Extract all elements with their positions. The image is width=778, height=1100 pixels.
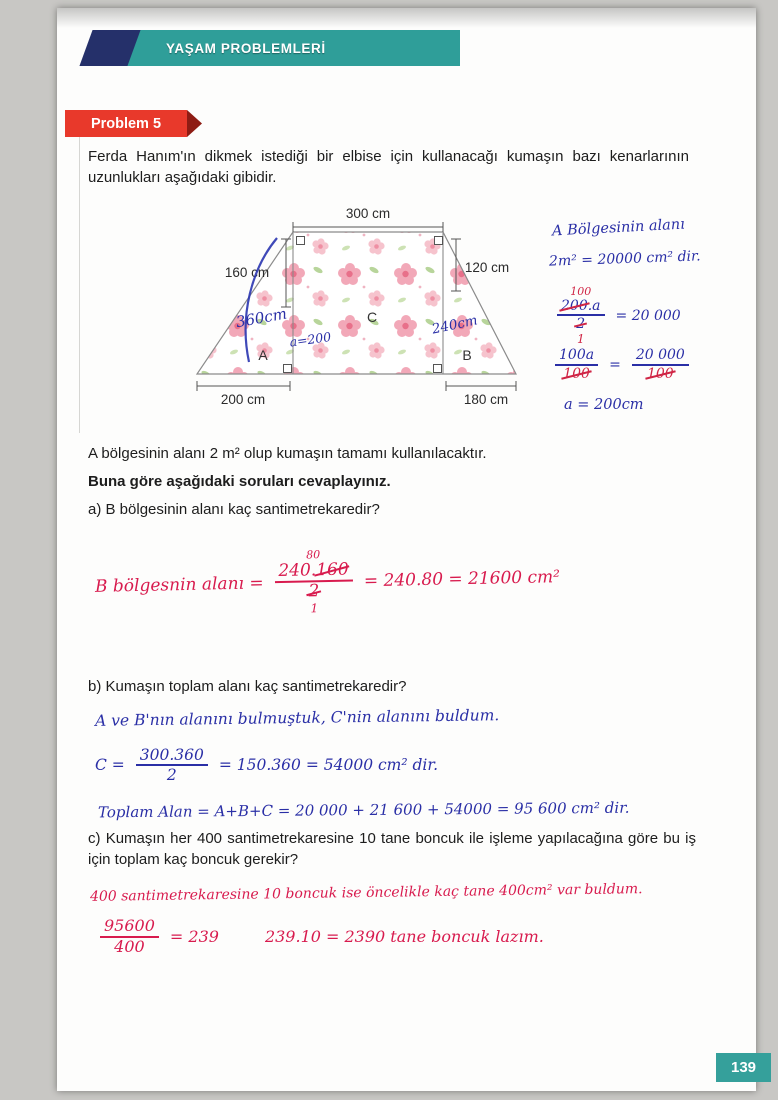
condition-paragraph: A bölgesinin alanı 2 m² olup kumaşın tamamı kullanılacaktır. xyxy=(88,445,487,462)
note-a-fraction xyxy=(552,286,681,346)
question-a: a) B bölgesinin alanı kaç santimetrekaredir? xyxy=(88,501,380,518)
l4-equals: = xyxy=(609,356,621,373)
answer-b-total: Toplam Alan = A+B+C = 20 000 + 21 600 + 54000 = 95 600 cm² dir. xyxy=(97,798,630,822)
question-c: c) Kumaşın her 400 santimetrekaresine 10 tane boncuk ile işleme yapılacağına göre bu iş için toplam kaç boncuk gerekir? xyxy=(88,830,696,869)
region-b-label: B xyxy=(462,347,472,363)
handwritten-height-value: 360cm xyxy=(234,304,289,332)
struck-2: 2 xyxy=(576,316,586,333)
answer-a-result: = 240.80 = 21600 cm² xyxy=(363,567,561,592)
l4-num-left: 100a xyxy=(555,348,598,366)
problem-ribbon: Problem 5 xyxy=(65,110,187,137)
dim-bottom-left-label: 200 cm xyxy=(220,392,266,407)
instruction-paragraph: Buna göre aşağıdaki soruları cevaplayınız. xyxy=(88,473,391,490)
region-a-label: A xyxy=(258,347,268,363)
handwritten-right-value: 240cm xyxy=(430,312,479,338)
answer-a-carry: 80 xyxy=(306,548,321,562)
answer-c-line1: 400 santimetrekaresine 10 boncuk ise öncelikle kaç tane 400cm² var buldum. xyxy=(89,881,643,905)
den-new-1: 1 xyxy=(576,331,585,346)
carry-100: 100 xyxy=(570,285,592,298)
note-divide-both-sides xyxy=(550,348,694,381)
fabric-figure xyxy=(140,196,570,431)
answer-b-line2 xyxy=(95,747,438,784)
l4-den-left: 100 xyxy=(563,365,590,382)
answer-c-line2 xyxy=(95,918,544,956)
section-title: YAŞAM PROBLEMLERİ xyxy=(166,40,326,56)
l4-num-right: 20 000 xyxy=(632,348,689,366)
note-a-solution: a = 200cm xyxy=(564,397,644,413)
question-b: b) Kumaşın toplam alanı kaç santimetrekaredir? xyxy=(88,678,407,695)
answer-a xyxy=(94,544,560,620)
intro-paragraph: Ferda Hanım'ın dikmek istediği bir elbise için kullanacağı kumaşın bazı kenarlarının uzunlukları aşağıdaki gibidir. xyxy=(88,148,689,187)
answer-c-conclusion: 239.10 = 2390 tane boncuk lazım. xyxy=(264,927,544,947)
note-a-area-title: A Bölgesinin alanı xyxy=(551,216,686,240)
answer-a-num: 240. xyxy=(278,559,317,581)
dim-left-label: 160 cm xyxy=(224,265,270,280)
dim-top-label: 300 cm xyxy=(345,206,391,221)
answer-b-num: 300.360 xyxy=(136,747,208,766)
page-number: 139 xyxy=(716,1053,771,1082)
answer-b-result: = 150.360 = 54000 cm² dir. xyxy=(218,756,439,775)
answer-b-c-label: C = xyxy=(95,756,125,775)
answer-c-result: = 239 xyxy=(169,927,219,947)
scan-shadow xyxy=(57,8,756,28)
l4-den-right: 100 xyxy=(646,365,674,382)
answer-b-line1: A ve B'nın alanını bulmuştuk, C'nin alanını buldum. xyxy=(94,706,500,730)
region-c-label: C xyxy=(366,309,378,325)
answer-a-num-struck: 160 xyxy=(316,559,349,580)
dim-bottom-right-label: 180 cm xyxy=(463,392,509,407)
answer-a-den-struck: 2 xyxy=(308,581,320,602)
dim-right-label: 120 cm xyxy=(464,260,510,275)
struck-200: 200 xyxy=(561,297,588,314)
handwritten-a-equation: a=200 xyxy=(288,328,333,350)
answer-a-den-new: 1 xyxy=(310,601,319,616)
note-a-area-value: 2m² = 20000 cm² dir. xyxy=(548,248,701,270)
num-rest: .a xyxy=(587,297,601,314)
answer-c-den: 400 xyxy=(114,936,145,956)
answer-a-label: B bölgesnin alanı = xyxy=(94,573,264,597)
note-a-result: = 20 000 xyxy=(615,307,681,324)
problem-card-edge xyxy=(79,137,80,433)
answer-b-den: 2 xyxy=(166,766,177,785)
answer-c-num: 95600 xyxy=(100,918,159,938)
